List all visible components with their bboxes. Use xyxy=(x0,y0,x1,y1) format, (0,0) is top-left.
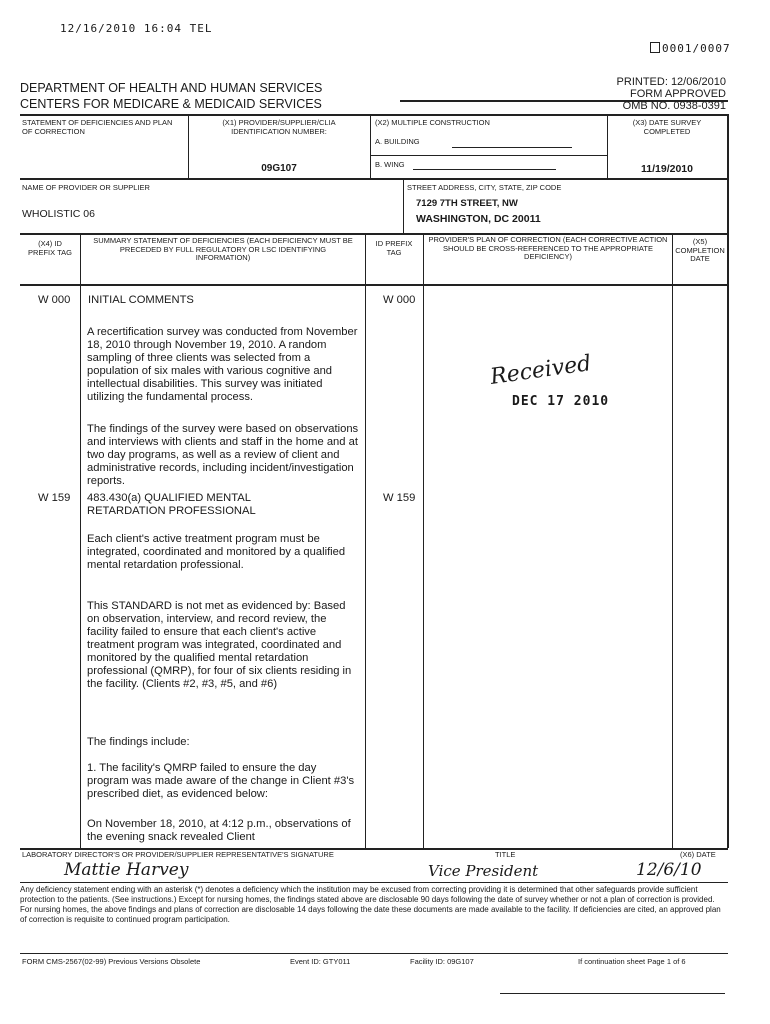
paragraph-survey-intro: A recertification survey was conducted from November 18, 2010 through November 19, 2010. A random sampling of three clients was selected from a population of six males with various cognitive and intellectual disabilities. This survey was initiated utilizing the fundamental process. xyxy=(87,326,358,403)
signature-bottom-rule xyxy=(20,882,728,883)
agency-line2: CENTERS FOR MEDICARE & MEDICAID SERVICES xyxy=(20,97,322,111)
signature-date: 12/6/10 xyxy=(636,860,702,880)
col-divider-2 xyxy=(365,233,366,848)
date-survey: 11/19/2010 xyxy=(641,163,693,175)
footer-bottom-line xyxy=(500,993,725,994)
footer-rule xyxy=(20,953,728,954)
provider-name-label: NAME OF PROVIDER OR SUPPLIER xyxy=(22,183,150,192)
fax-header: 12/16/2010 16:04 TEL xyxy=(60,22,213,35)
row1-divider-c xyxy=(607,114,608,178)
statement-label: STATEMENT OF DEFICIENCIES AND PLAN OF CORRECTION xyxy=(22,118,173,136)
col-id-prefix: ID PREFIX TAG xyxy=(375,239,413,257)
title-label: TITLE xyxy=(495,850,516,859)
footer-continuation: If continuation sheet Page 1 of 6 xyxy=(578,957,686,966)
row2-divider xyxy=(403,178,404,233)
col-divider-1 xyxy=(80,233,81,848)
header-row1-rule xyxy=(20,178,728,180)
col-summary: SUMMARY STATEMENT OF DEFICIENCIES (EACH DEFICIENCY MUST BE PRECEDED BY FULL REGULATORY OR LSC IDENTIFYING INFORMATION) xyxy=(93,236,353,262)
received-stamp-handwriting: Received xyxy=(488,351,593,390)
w159-title: 483.430(a) QUALIFIED MENTAL RETARDATION PROFESSIONAL xyxy=(87,492,256,517)
wing-label: B. WING xyxy=(375,160,405,169)
building-field-line xyxy=(452,147,572,148)
provider-id: 09G107 xyxy=(261,163,297,174)
col-prefix-id: (X4) ID PREFIX TAG xyxy=(28,239,72,257)
provider-id-label: (X1) PROVIDER/SUPPLIER/CLIA IDENTIFICATION NUMBER: xyxy=(222,118,336,136)
wing-field-line xyxy=(413,169,556,170)
signature: Mattie Harvey xyxy=(64,860,189,880)
table-top-rule xyxy=(20,114,728,116)
agency-line1: DEPARTMENT OF HEALTH AND HUMAN SERVICES xyxy=(20,81,323,95)
w159-tag-left: W 159 xyxy=(38,492,71,504)
paragraph-findings-include: The findings include: xyxy=(87,736,190,748)
date-label: (X6) DATE xyxy=(680,850,716,859)
w000-tag-left: W 000 xyxy=(38,294,71,306)
col-divider-3 xyxy=(423,233,424,848)
multiple-construction-label: (X2) MULTIPLE CONSTRUCTION xyxy=(375,118,490,127)
omb-number: OMB NO. 0938-0391 xyxy=(622,100,726,112)
building-wing-rule xyxy=(370,155,607,156)
page-counter-text: 0001/0007 xyxy=(662,42,731,55)
footer-event-id: Event ID: GTY011 xyxy=(290,957,351,966)
row1-divider-b xyxy=(370,114,371,178)
date-survey-label: (X3) DATE SURVEY COMPLETED xyxy=(632,118,702,136)
provider-name: WHOLISTIC 06 xyxy=(22,208,95,220)
form-approved: FORM APPROVED xyxy=(630,88,726,100)
w000-title: INITIAL COMMENTS xyxy=(88,294,194,306)
footer-form: FORM CMS-2567(02-99) Previous Versions Obsolete xyxy=(22,957,201,966)
paragraph-findings-basis: The findings of the survey were based on observations and interviews with clients and staff in the home and at two day programs, as well as a review of client and administrative records, including incident/investigation reports. xyxy=(87,423,359,487)
col-completion: (X5) COMPLETION DATE xyxy=(675,237,725,263)
building-label: A. BUILDING xyxy=(375,137,420,146)
col-divider-4 xyxy=(672,233,673,848)
paragraph-not-met: This STANDARD is not met as evidenced by: Based on observation, interview, and record review, the facility failed to ensure that each client's active treatment program was integrated, coordinated and monitored by the qualified mental retardation professional (QMRP), for four of six clients residing in the facility. (Clients #2, #3, #5, and #6) xyxy=(87,600,352,690)
signature-label: LABORATORY DIRECTOR'S OR PROVIDER/SUPPLIER REPRESENTATIVE'S SIGNATURE xyxy=(22,850,334,859)
table-right-border xyxy=(727,114,729,848)
paragraph-snack-observation: On November 18, 2010, at 4:12 p.m., observations of the evening snack revealed Client xyxy=(87,818,351,843)
col-plan: PROVIDER'S PLAN OF CORRECTION (EACH CORRECTIVE ACTION SHOULD BE CROSS-REFERENCED TO THE APPROPRIATE DEFICIENCY) xyxy=(428,235,668,261)
footer-facility-id: Facility ID: 09G107 xyxy=(410,957,474,966)
disclosure-note: Any deficiency statement ending with an asterisk (*) denotes a deficiency which the institution may be excused from correcting providing it is determined that other safeguards provide sufficient protection to the patients. (See instructions.) Except for nursing homes, the findings stated above are disclosable 90 days following the date of survey whether or not a plan of correction is provided. For nursing homes, the above findings and plans of correction are disclosable 14 days following the date these documents are made available to the facility. If deficiencies are cited, an approved plan of correction is requisite to continued program participation. xyxy=(20,885,721,924)
address-line2: WASHINGTON, DC 20011 xyxy=(416,213,541,225)
w000-tag-right: W 000 xyxy=(383,294,416,306)
row1-divider-a xyxy=(188,114,189,178)
column-header-rule xyxy=(20,284,728,286)
w159-tag-right: W 159 xyxy=(383,492,416,504)
fax-page-icon xyxy=(650,42,660,53)
address-label: STREET ADDRESS, CITY, STATE, ZIP CODE xyxy=(407,183,562,192)
signer-title: Vice President xyxy=(428,862,539,880)
received-stamp-date: DEC 17 2010 xyxy=(512,394,610,409)
address-line1: 7129 7TH STREET, NW xyxy=(416,198,518,209)
page-counter xyxy=(650,42,731,55)
paragraph-finding-1: 1. The facility's QMRP failed to ensure the day program was made aware of the change in Client #3's prescribed diet, as evidenced below: xyxy=(87,762,355,800)
printed-date: PRINTED: 12/06/2010 xyxy=(616,76,726,88)
paragraph-standard: Each client's active treatment program must be integrated, coordinated and monitored by a qualified mental retardation professional. xyxy=(87,533,346,571)
